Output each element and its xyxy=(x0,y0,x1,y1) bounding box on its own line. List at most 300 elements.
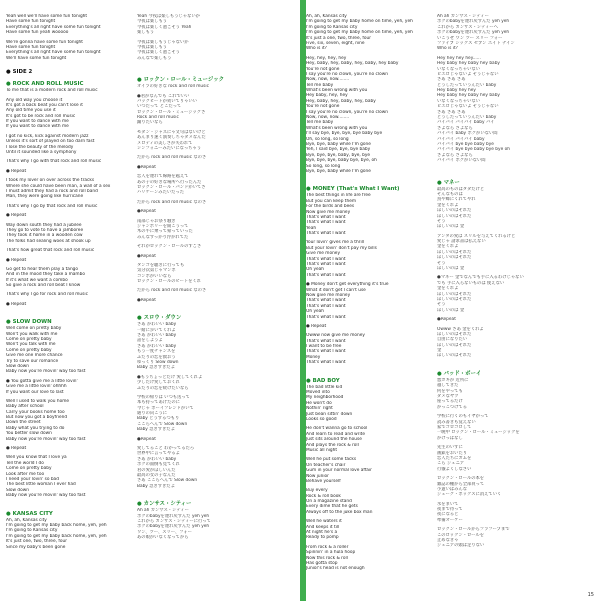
lyric-line: That's what I want xyxy=(306,314,346,320)
lyric-line: Everything's all right have some fun tonight xyxy=(6,50,101,56)
lyric-line: ●Repeat xyxy=(137,209,156,215)
spacer xyxy=(306,174,434,181)
lyric-line: そう xyxy=(437,260,446,266)
lyric-line: ふたりの恋を続けたいなら xyxy=(137,385,189,391)
lyric-line: Baby 急ぎすぎだよ xyxy=(137,427,175,433)
lyric-line: ほしいのは 金 xyxy=(437,307,465,313)
lyric-line: Until it sounded like a symphony xyxy=(6,150,77,156)
lyric-line: So long, so long xyxy=(306,163,341,169)
lyric-line: バイバイ bye bye baby bye bye oh xyxy=(437,147,510,153)
lyric-line: ボクのbabyを連れ戻すんだ yeh yeh xyxy=(437,30,510,36)
lyric-line: Oh, so long, so long xyxy=(306,136,349,142)
lyric-line: That's what I want xyxy=(306,338,346,344)
lyric-line: Have some fun tonight xyxy=(6,44,56,50)
spacer xyxy=(306,366,434,373)
lyric-line: 恋人を連れて線路を越えて xyxy=(137,174,189,180)
song-title: ● ROCK AND ROLL MUSIC xyxy=(6,81,84,88)
lyric-line: 行儀よくしなさい xyxy=(437,466,472,472)
lyric-line: バイバイ バイバイ baby バイ xyxy=(437,120,495,126)
lyric-line: Unless it's sort of played on too darn fast xyxy=(6,139,95,145)
lyric-line: Baby now you're movin' way too fast xyxy=(6,436,86,442)
spacer xyxy=(6,499,134,506)
lyric-line: シンフォニーみたいになっちゃう xyxy=(137,146,202,152)
lyric-line: Owww さあ 金をくれよ xyxy=(437,326,484,332)
lyric-line: Tell me baby xyxy=(306,82,334,88)
lyric-line: ● Repeat xyxy=(6,446,27,452)
lyric-line: Ah, ah, Kansas city xyxy=(6,517,47,523)
lyric-line: いなくなっちゃいない xyxy=(437,98,480,104)
lyric-line: Bye, bye, baby while I'm gone xyxy=(306,168,371,174)
lyric-line: That's why I go by that rock and roll music xyxy=(6,203,98,209)
lyric-line: 愛してること わかってるだろ xyxy=(137,446,195,452)
lyric-line: And in the mood they take a mambo xyxy=(6,272,85,278)
lyric-line: 南部じゃお祭り騒ぎ xyxy=(137,218,176,224)
lyric-line: Hey baby hey baby hey baby xyxy=(437,61,500,67)
lyric-line: Five, six, seven, eight, nine xyxy=(306,40,365,46)
lyric-line: ●Repeat xyxy=(137,436,156,442)
lyric-line: 先生のいすに xyxy=(437,445,463,451)
lyric-line: いこうぜ ワン ツー スリー フォー xyxy=(437,35,503,41)
lyric-line: Baby 急ぎすぎだよ xyxy=(137,365,175,371)
lyric-line: さあ かわいい baby xyxy=(137,456,177,462)
lyric-line: I'm going to get my baby home on time, yeh, yeh xyxy=(306,19,413,25)
lyric-line: でも 手に入らないものは 使えない xyxy=(437,280,505,286)
lyric-line: It's just a one, two, three, four xyxy=(306,35,371,41)
lyric-line: It's just one, two, three, four xyxy=(6,539,67,545)
lyric-line: かっこつけてる xyxy=(437,404,467,410)
lyric-line: I'm going to get my baby home on time, yeh, yeh xyxy=(306,30,413,36)
lyrics-column-4-japanese xyxy=(437,14,587,549)
lyric-line: Ah ah カンサス・シティー xyxy=(137,508,189,514)
lyric-line: ロックン・ロール・ミュージックさ xyxy=(137,109,206,115)
lyrics-column-3 xyxy=(306,14,434,572)
lyric-line: ロックン・ロールのビートをくれ xyxy=(137,279,202,285)
lyric-line: Who is it? xyxy=(306,46,327,52)
lyric-line: Give me money xyxy=(306,251,340,257)
lyric-line: Way down south they had a jubilee xyxy=(6,222,82,228)
lyric-line: かけっぱなし xyxy=(437,435,463,441)
lyric-line: He won't do xyxy=(306,400,332,406)
lyric-line: Who is it? xyxy=(437,46,458,52)
lyric-line: The best little woman I ever had xyxy=(6,482,76,488)
spacer xyxy=(6,61,134,65)
song-title: ● スロウ・ダウン xyxy=(137,315,182,322)
lyric-line: Now give me money xyxy=(306,292,351,298)
lyric-line: そう xyxy=(437,218,446,224)
lyric-line: I'll say bye, bye, bye, bye baby bye xyxy=(306,131,383,137)
lyric-line: Every dime that he gets xyxy=(306,504,358,510)
lyric-line: To me that is a modern rock and roll music xyxy=(6,88,98,94)
lyric-line: Hey, baby, hey, baby, hey, baby xyxy=(306,98,376,104)
lyric-line: I'm going to Kansas city xyxy=(6,528,58,534)
lyric-line: 最高の女の子なんだ xyxy=(137,473,176,478)
lyric-line: オイラの好きな rock and roll music xyxy=(137,84,209,90)
lyric-line: バイバイ ボクがいない間 xyxy=(437,158,486,164)
lyric-line: ほしいのはそれだ xyxy=(437,296,472,302)
lyric-line: Bye, bye, bye, baby bye, bye, oh xyxy=(306,158,377,164)
lyric-line: 今夜は楽しく過ごそう Yeah xyxy=(137,24,192,30)
lyric-line: If you want to dance with me xyxy=(6,124,69,130)
lyric-line: 今夜は楽しもう xyxy=(137,19,168,25)
lyric-line: ピエロじゃないよ そうじゃない xyxy=(437,71,499,77)
lyric-line: Baby what you trying to do xyxy=(6,425,65,431)
lyric-line: I'm going to get my baby back home, yeh, yeh xyxy=(6,522,107,528)
lyric-line: ダメなヤツ xyxy=(437,394,459,400)
lyric-line: Gum in your normal love affair xyxy=(306,468,372,474)
lyric-line: And keeps it till xyxy=(306,524,340,530)
lyric-line: Baby now you're movin' way too fast xyxy=(6,369,86,375)
song-title: ● ロックン・ロール・ミュージック xyxy=(137,77,225,84)
lyric-line: 一晩中 ロックン・ロール・ミュージックを xyxy=(437,430,520,436)
lyric-line: ロックン・ロール・バンドがいてさ xyxy=(137,184,206,190)
lyric-line: Yeah xyxy=(306,225,317,231)
lyric-line: ワン、ツー、スリー、フォー xyxy=(137,529,192,535)
lyric-line: Hey, baby, hey, baby, hey, baby, hey baby xyxy=(306,61,399,67)
lyric-line: ●Repeat xyxy=(137,164,156,170)
lyric-line: I need your lovin' so bad xyxy=(6,477,59,482)
lyric-line: What's been wrong with you xyxy=(306,88,368,94)
lyric-line: The folks had sealing woes at shook up xyxy=(6,238,91,244)
lyric-line: I took my lover on over across the tracks xyxy=(6,178,95,184)
lyric-line: 越してきた xyxy=(437,383,459,389)
lyric-line: 通りの向こうに xyxy=(137,411,168,417)
lyric-line: Now, now, now........ xyxy=(306,77,350,83)
lyric-line: 止めなきゃ xyxy=(437,538,459,544)
spacer xyxy=(137,489,295,496)
lyric-line: Now junior xyxy=(306,473,329,479)
lyric-line: Music all night xyxy=(306,447,338,453)
lyric-line: ふたりの恋を救おう xyxy=(137,354,176,360)
lyric-line: Baby どうするつもり xyxy=(137,416,180,422)
spacer xyxy=(6,307,134,314)
lyric-line: Hey baby hey hey xyxy=(437,88,476,94)
lyric-line: They go to vote to have a jamboree xyxy=(6,227,84,233)
lyric-line: But you can keep them xyxy=(306,198,357,204)
lyric-line: Man, they were going like hurricane xyxy=(6,194,84,200)
lyric-line: I say you're no clown, you're no clown xyxy=(306,109,388,115)
lyric-line: Well he put some tacks xyxy=(306,457,357,463)
song-title: ● SLOW DOWN xyxy=(6,319,52,326)
lyric-line: Ready to pomp xyxy=(306,535,339,541)
lyric-line: 金をくれよ xyxy=(437,286,459,292)
lyric-line: Have some fun tonight xyxy=(6,19,56,25)
lyric-line: ボクのbabyを連れ戻すんだ yeh yeh xyxy=(137,524,210,530)
lyric-line: 読み書きも覚えない xyxy=(437,419,476,425)
lyric-line: 木の牛に乗って帰っていった xyxy=(137,229,193,235)
lyric-line: If it's what we want a combo xyxy=(6,277,68,283)
song-title: ● カンサス・シティー xyxy=(137,501,192,508)
lyric-line: Give me a little lovin' ohhhh xyxy=(6,384,67,390)
lyric-line: ● Money don't get everything it's true xyxy=(306,282,389,288)
lyric-line: 気分次第じゃマンボ xyxy=(137,268,176,274)
lyric-line: And plays the rock & roll xyxy=(306,442,359,448)
lyric-line: Hey baby hey baby hey baby xyxy=(437,93,500,99)
lyric-line: Behave yourself xyxy=(306,478,341,484)
lyric-line: Baby after school xyxy=(6,404,44,410)
lyric-line: Just sits around the house xyxy=(306,437,362,443)
lyric-line: 雑誌の棚から全部買って xyxy=(437,481,485,487)
lyric-line: Bye, bye, baby while I'm gone xyxy=(306,141,371,147)
lyric-line: Any old time you use it xyxy=(6,108,56,114)
lyric-line: ジャンボリーを開こうって xyxy=(137,223,189,229)
lyric-line: Go get to hear them play a tango xyxy=(6,266,79,272)
lyric-line: みんなすっかり浮かれてた xyxy=(137,234,189,240)
lyric-line: さあ かわいい baby xyxy=(137,343,177,349)
lyric-line: If you want to dance with me xyxy=(6,119,69,125)
spacer xyxy=(137,65,295,72)
lyric-line: ●君がなんでも これでいい xyxy=(137,93,190,99)
page-number: 15 xyxy=(587,592,594,598)
lyric-line: You're not gone xyxy=(306,104,340,110)
lyric-line: Bye, bye, bye, baby, bye, bye xyxy=(306,152,371,158)
lyric-line: Everything's all right have some fun tonight xyxy=(6,24,101,30)
lyric-line: 世界中に言ってやるよ xyxy=(137,451,180,457)
lyric-line: それがロックン・ロールのすごさ xyxy=(137,244,202,250)
lyric-line: It's got a back beat you can't lose it xyxy=(6,102,83,108)
lyric-line: That's how great that rock and roll music xyxy=(6,248,95,254)
lyric-line: ほしいのはそれだ xyxy=(437,353,472,359)
lyric-line: 楽しもう xyxy=(137,30,155,36)
lyric-line: 話をしようよ xyxy=(137,338,163,344)
lyric-line: Money xyxy=(306,354,321,360)
lyric-line: ロックン・ロールからフラフープまで xyxy=(437,527,510,533)
spacer xyxy=(137,303,295,310)
lyric-line: どうしたっていうんだい baby xyxy=(437,82,497,88)
lyric-line: Well come on pretty baby xyxy=(6,326,62,332)
lyric-line: Well he waters it xyxy=(306,519,342,525)
lyric-line: ● Repeat xyxy=(6,168,27,174)
lyric-line: メロディの美しさが失われて xyxy=(137,140,193,146)
lyric-line: Oh yeah xyxy=(306,309,325,315)
lyric-line: Won't you walk with me xyxy=(6,331,58,337)
song-title: ● マネー xyxy=(437,179,460,186)
lyric-line: もう一度チャンスを xyxy=(137,349,176,355)
lyric-line: そんなものは xyxy=(437,191,463,197)
lyric-line: ボクの面倒も見てくれ xyxy=(137,462,180,468)
lyric-line: Looks so good xyxy=(306,417,337,422)
lyric-line: You're not gone xyxy=(306,66,340,72)
lyric-line: 家でゴロゴロして xyxy=(437,425,472,430)
lyric-line: 本も持ってあげたのに xyxy=(137,400,180,406)
lyric-line: ボクのbabyを連れ戻すんだ yeh yeh xyxy=(437,19,510,25)
lyric-line: Spinnin' in a hula hoop xyxy=(306,550,356,556)
lyric-line: さよなら さよなら xyxy=(437,125,473,131)
lyric-line: That's what I want xyxy=(306,303,346,309)
lyric-line: But now you got a boyfriend xyxy=(6,415,68,421)
lyric-line: コンボがいいなら xyxy=(137,273,172,279)
lyric-line: Oh yeah xyxy=(306,267,325,273)
lyric-line: 愛じゃ 請求書は払えない xyxy=(437,239,486,245)
lyric-line: ● Repeat xyxy=(6,301,27,307)
lyric-line: That's what I want xyxy=(306,220,346,226)
lyric-line: 学校に行くのもイヤがって xyxy=(437,414,489,420)
lyric-line: 鳥や蜂にくれてやれ xyxy=(437,197,476,203)
lyric-line: Baby now you're movin' way too fast xyxy=(6,493,86,499)
lyric-line: Hey, hey, hey, hey xyxy=(306,55,347,61)
lyrics-column-1 xyxy=(6,14,134,550)
lyric-line: 最高のものはタダだけど xyxy=(437,186,485,192)
lyric-line: 何をやっても xyxy=(437,388,463,394)
lyric-line: タンゴを聴きに行っても xyxy=(137,262,185,268)
lyric-line: このロックン・ロールを xyxy=(437,532,485,538)
lyric-line: Now this rock & roll xyxy=(306,555,348,561)
lyric-line: Won't you talk with me xyxy=(6,342,56,348)
lyric-line: That's why I go with that rock and roll music xyxy=(6,159,102,165)
lyric-line: Moved into xyxy=(306,390,330,396)
lyric-line: 今夜は楽しもうじゃないか xyxy=(137,39,189,45)
lyric-line: That's what I want xyxy=(306,349,346,355)
lyric-line: ● Repeat xyxy=(6,257,27,263)
lyric-line: ほしいのはそれだ xyxy=(437,255,472,261)
lyric-line: Just bean sittin' down xyxy=(306,411,353,417)
lyric-line: ● You gotta give me a little lovin' xyxy=(6,378,78,384)
lyric-line: That's why I go for rock and roll music xyxy=(6,292,88,298)
lyric-line: ほしいのは 金 xyxy=(437,266,465,272)
lyric-line: I lose the beauty of the melody xyxy=(6,144,74,150)
lyric-line: Have some fun yeah wooooo xyxy=(6,30,69,36)
lyric-line: ● Repeat xyxy=(6,213,27,219)
lyric-line: 恋人たちにガムを xyxy=(437,455,472,461)
lyric-line: Any old way you choose it xyxy=(6,97,63,103)
lyric-line: Baby 急ぎすぎだよ xyxy=(137,483,175,489)
lyric-line: バイバイ baby ボクがいない間 xyxy=(437,131,498,137)
lyric-line: 小遣いはみんな xyxy=(437,486,468,492)
lyric-line: いつだって どこだって xyxy=(137,104,182,110)
spacer xyxy=(437,168,587,175)
lyric-line: ハリケーンみたいだった xyxy=(137,190,185,196)
lyric-line: さあ ここらへんで Slow down xyxy=(137,478,198,484)
lyric-line: I must admit they had a rock and roll band xyxy=(6,188,98,194)
lyric-line: That's what I want xyxy=(306,298,346,304)
lyric-line: さあ さあ さあ xyxy=(437,77,466,83)
lyric-line: Rock & roll book xyxy=(306,493,341,499)
lyric-line: Yeah 今夜は楽しもうじゃないか xyxy=(137,14,200,19)
lyric-line: On a magazine stand xyxy=(306,499,352,505)
song-title: ● BAD BOY xyxy=(306,377,340,384)
lyric-line: 水をまいて xyxy=(437,501,459,507)
lyric-line: ジューク・ボックスに消えていく xyxy=(437,492,502,498)
lyric-line: あの娘がいなくなってから xyxy=(137,535,189,541)
lyric-line: Nothin' right xyxy=(306,406,333,412)
lyric-line: Now give me money xyxy=(306,209,351,215)
side-label: ● SIDE 2 xyxy=(6,69,33,76)
lyric-line: They took it home in a wooden cow xyxy=(6,233,83,239)
lyric-line: ゆっくり Slow down xyxy=(137,359,179,365)
lyric-line: ●Repeat xyxy=(137,297,156,303)
lyric-line: Where she could have been man, a wall of a sex xyxy=(6,183,111,189)
lyric-line: What it don't get I can't use xyxy=(306,287,366,293)
lyric-line: Tell me baby xyxy=(306,120,334,126)
lyric-line: That's what I want xyxy=(306,360,346,366)
lyric-line: Tell the world I do xyxy=(6,460,44,466)
lyric-line: ほしいのはそれだ xyxy=(437,249,472,255)
lyric-line: From rock & a roller xyxy=(306,544,349,550)
lyric-line: We'll have some fun tonight xyxy=(6,55,67,61)
lyric-line: バイバイ bye bye baby bye xyxy=(437,141,494,147)
lyric-line: Rock and roll music xyxy=(137,115,179,121)
lyric-line: The best things in life are free xyxy=(306,193,371,199)
lyric-line: Carry your books home too xyxy=(6,409,65,415)
lyric-line: アンタの愛は スリルを与えてくれるけど xyxy=(437,233,516,239)
lyric-line: At night he's a xyxy=(306,530,338,536)
lyric-line: Come on pretty baby xyxy=(6,337,52,343)
lyric-line: 金をくれよ xyxy=(437,244,459,250)
lyric-line: Give me one more chance xyxy=(6,353,63,359)
song-title: ● KANSAS CITY xyxy=(6,510,53,517)
lyric-line: バックビートが効いてりゃいい xyxy=(137,98,197,104)
lyric-line: 座ってるだけ xyxy=(437,399,463,405)
lyric-line: Ah ah カンサス・シティー xyxy=(437,14,489,19)
lyric-line: That's what I want xyxy=(306,272,346,278)
lyric-line: Well I used to walk you home xyxy=(6,398,70,404)
song-title: ● MONEY (That's What I Want) xyxy=(306,186,400,193)
lyric-line: If you want our love to last xyxy=(6,389,64,395)
lyric-line: Buy every xyxy=(306,488,328,494)
lyric-line: いなくなっちゃいない xyxy=(437,66,480,72)
lyric-line: さあ かわいい baby xyxy=(137,333,177,339)
lyric-line: Come on pretty baby xyxy=(6,466,52,472)
lyric-line: What's been wrong with you xyxy=(306,125,368,131)
lyric-line: 夜まで待って xyxy=(437,507,463,513)
lyric-line: Now, now, now........ xyxy=(306,115,350,121)
lyric-line: That's what I want xyxy=(306,214,346,220)
lyric-line: だから rock and roll music なのさ xyxy=(137,288,207,294)
lyric-line: Since my baby's been gone xyxy=(6,544,66,550)
lyric-line: 金 xyxy=(437,348,442,354)
lyric-line: だから rock and roll music なのさ xyxy=(137,199,207,205)
lyric-line: さよなら さよなら xyxy=(437,152,473,158)
lyric-line: さあ かわいい baby xyxy=(137,322,177,328)
lyric-line: ● Repeat xyxy=(306,323,327,329)
lyric-line: Junior's head is not enough xyxy=(306,566,365,572)
lyric-line: ボクのbabyを連れ戻すんだ yeh yeh xyxy=(137,513,210,519)
lyric-line: That's what I want xyxy=(306,231,346,237)
lyric-line: He don't wanna go to school xyxy=(306,426,368,432)
lyric-line: さあ さあ さあ xyxy=(437,109,466,115)
lyric-line: Yeah well we'll have some fun tonight xyxy=(6,14,88,19)
lyric-line: ほしいのはそれだ xyxy=(437,208,472,214)
lyric-line: ジュニアの頭は足りない xyxy=(437,543,485,549)
lyric-line: あの子の好きな場所へ行ったんだ xyxy=(137,179,202,185)
lyric-line: 今じゃ ボーイフレンドがいて xyxy=(137,405,194,411)
lyric-line: ピエロじゃないよ そうじゃない xyxy=(437,104,499,110)
lyric-line: Hey hey hey hey...... xyxy=(437,55,481,61)
song-title: ● バッド・ボーイ xyxy=(437,370,482,377)
lyric-line: And learn to read and write xyxy=(306,431,365,437)
lyric-line: Well you know that I love ya xyxy=(6,455,67,461)
lyric-line: Try to save our romance xyxy=(6,358,59,364)
lyric-line: ファイブ シックス セブン エイト ナイン xyxy=(437,40,515,46)
lyric-line: ほしいのはそれだ xyxy=(437,291,472,297)
lyric-line: Slow down xyxy=(6,363,30,369)
spacer xyxy=(437,359,587,366)
lyric-line: That's what I want xyxy=(306,256,346,262)
lyric-line: Look after me too xyxy=(6,471,45,477)
lyric-line: Owww now give me money xyxy=(306,333,365,339)
lyric-line: ロックン・ロールの本を xyxy=(437,476,485,482)
lyric-line: Slow down xyxy=(6,487,30,493)
lyric-line: Hey baby, hey, hey xyxy=(306,93,348,99)
lyric-line: I say you're no clown, you're no clown xyxy=(306,71,388,77)
lyric-line: 自由になりたい xyxy=(437,337,468,343)
lyric-line: But your lovin' don't pay my bills xyxy=(306,245,377,251)
lyric-line: It's got to be rock and roll music xyxy=(6,113,76,119)
lyric-line: Always off to the juke box man xyxy=(306,509,373,515)
lyric-line: モダン・ジャズにゃ文句はないけど xyxy=(137,129,206,135)
lyric-line: Ah, ah, Kansas city xyxy=(306,14,347,19)
lyric-line: ここらへんで Slow down xyxy=(137,421,188,427)
lyric-line: Has gotta stop xyxy=(306,560,338,566)
